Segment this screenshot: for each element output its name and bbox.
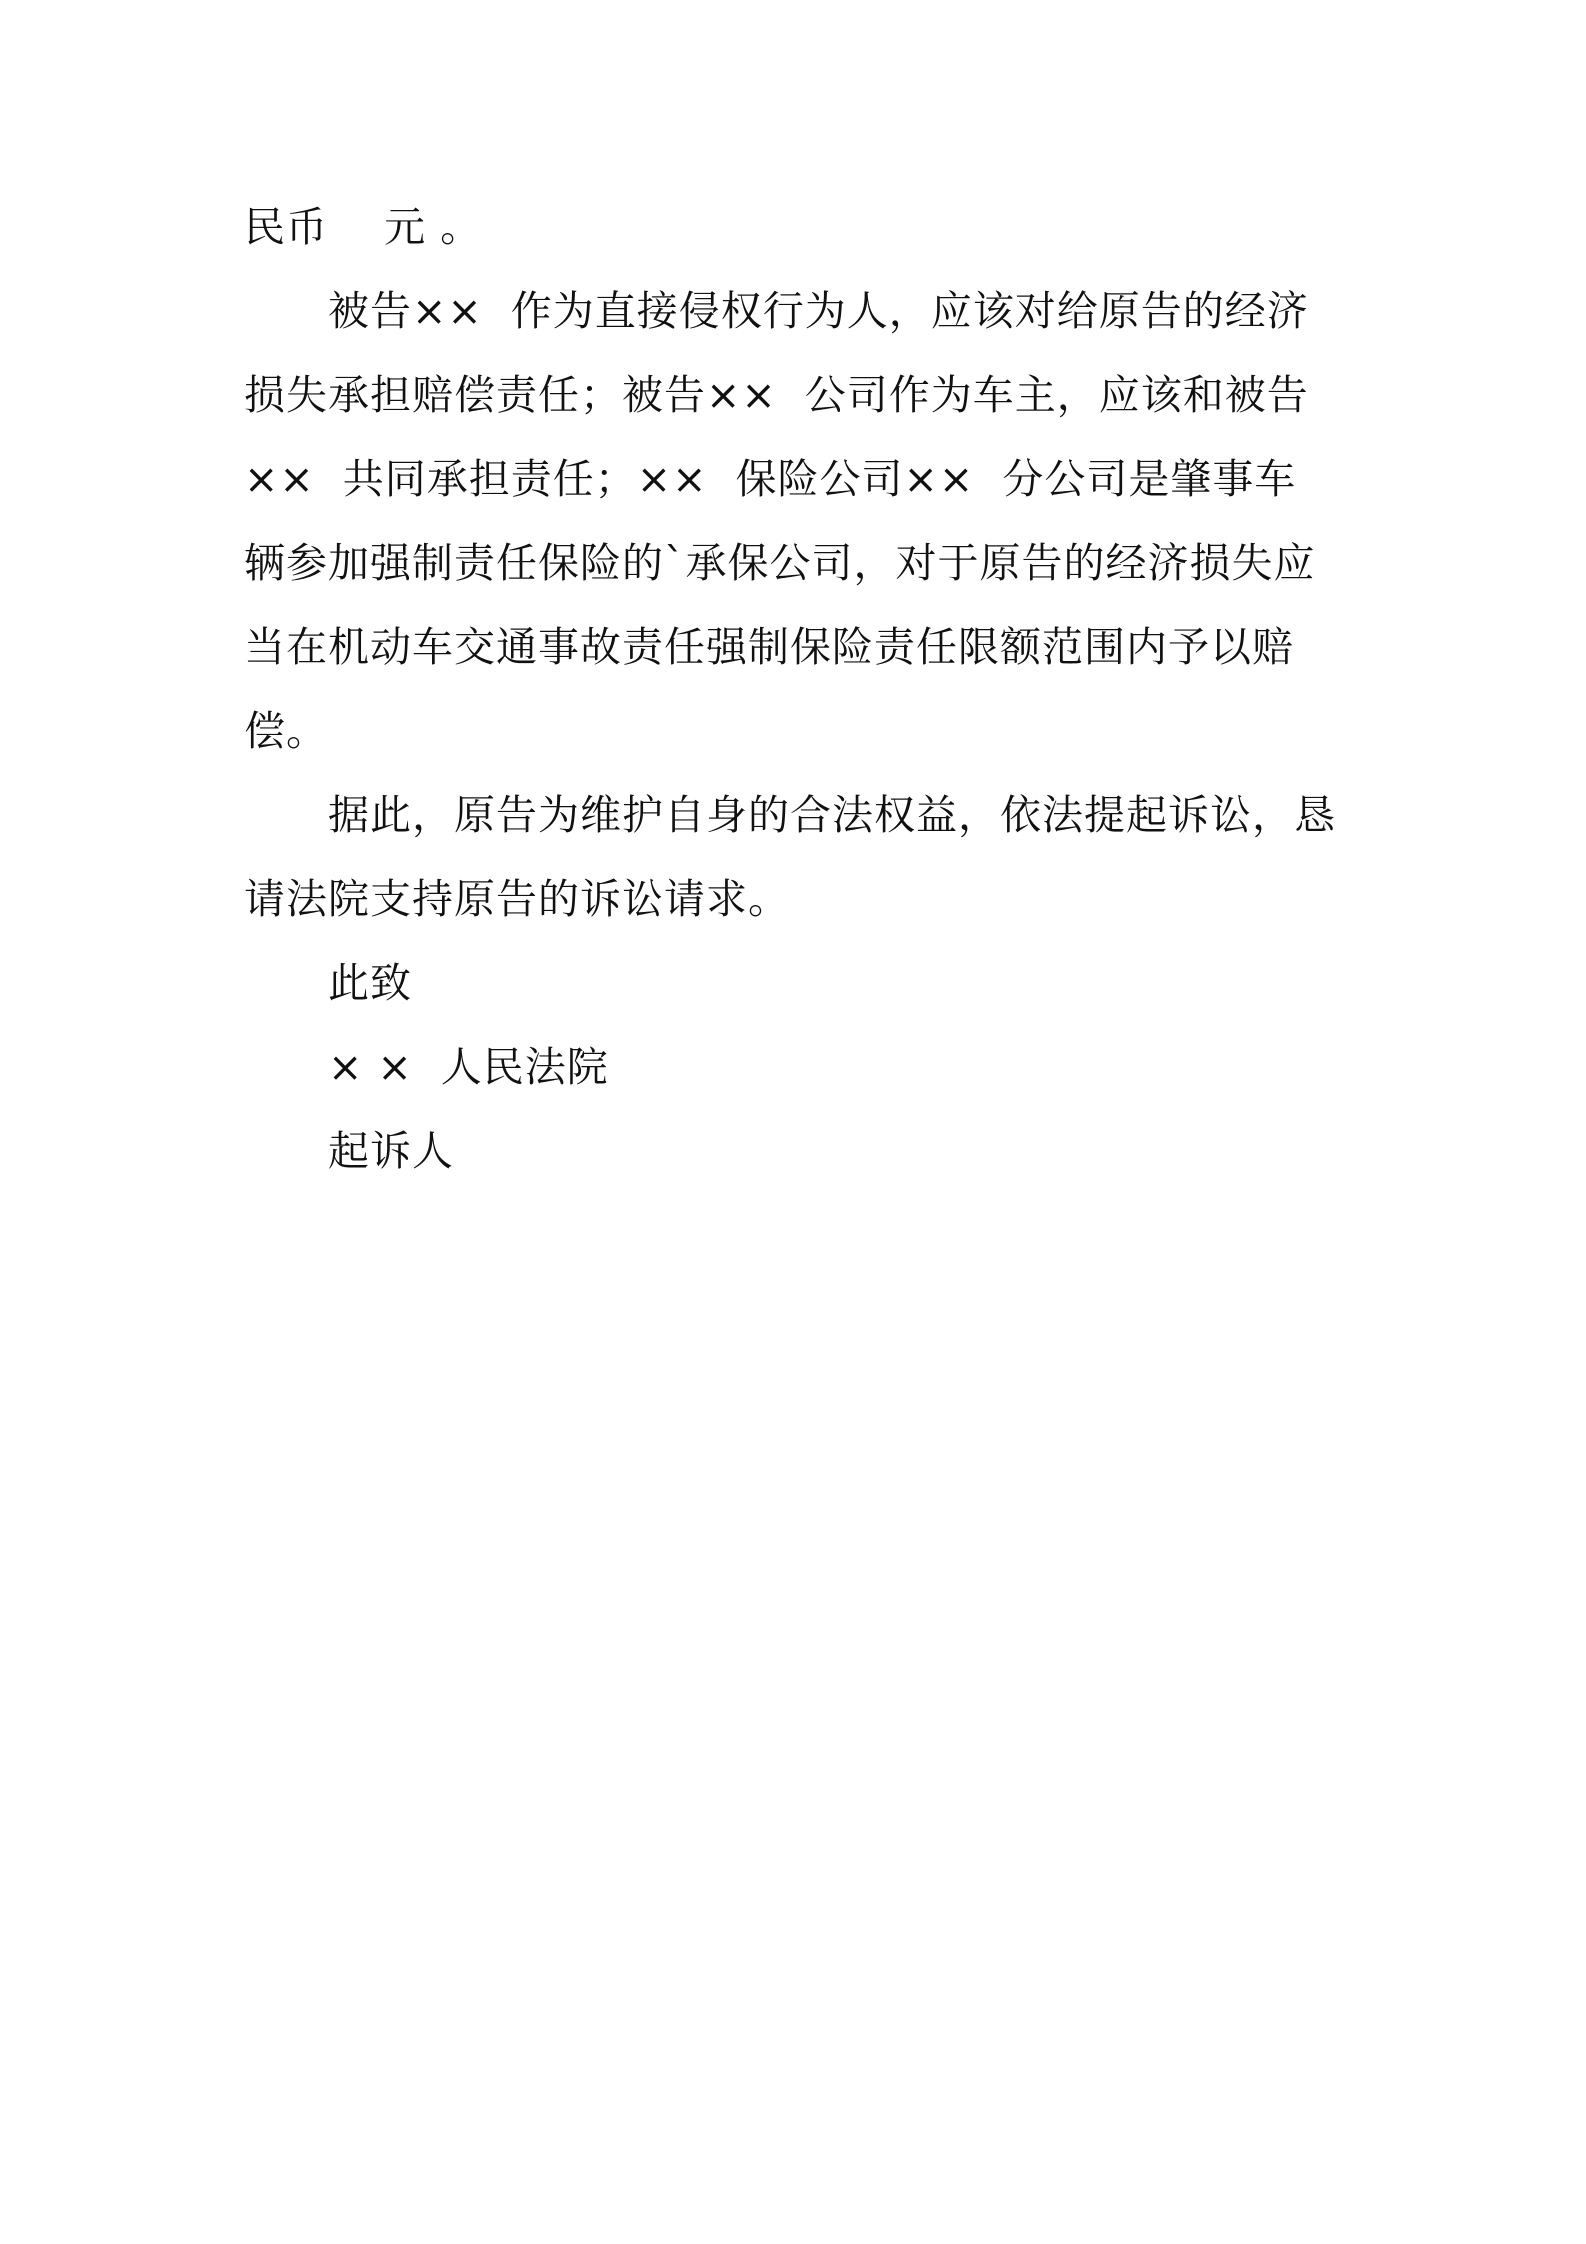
text-line-8: 据此，原告为维护自身的合法权益，依法提起诉讼，恳 bbox=[328, 791, 1336, 839]
text-line-2: 被告×× 作为直接侵权行为人，应该对给原告的经济 bbox=[328, 287, 1309, 335]
text-line-3: 损失承担赔偿责任；被告×× 公司作为车主，应该和被告 bbox=[244, 371, 1309, 419]
text-line-5: 辆参加强制责任保险的`承保公司，对于原告的经济损失应 bbox=[244, 539, 1316, 587]
text-line-11: × × 人民法院 bbox=[328, 1043, 609, 1091]
text-line-12: 起诉人 bbox=[328, 1127, 454, 1175]
text-line-9: 请法院支持原告的诉讼请求。 bbox=[244, 875, 790, 923]
text-line-4: ×× 共同承担责任；×× 保险公司×× 分公司是肇事车 bbox=[244, 455, 1297, 503]
text-line-7: 偿。 bbox=[244, 707, 328, 755]
text-line-1: 民币 元 。 bbox=[244, 203, 483, 251]
text-line-10: 此致 bbox=[328, 959, 412, 1007]
text-line-6: 当在机动车交通事故责任强制保险责任限额范围内予以赔 bbox=[244, 623, 1294, 671]
